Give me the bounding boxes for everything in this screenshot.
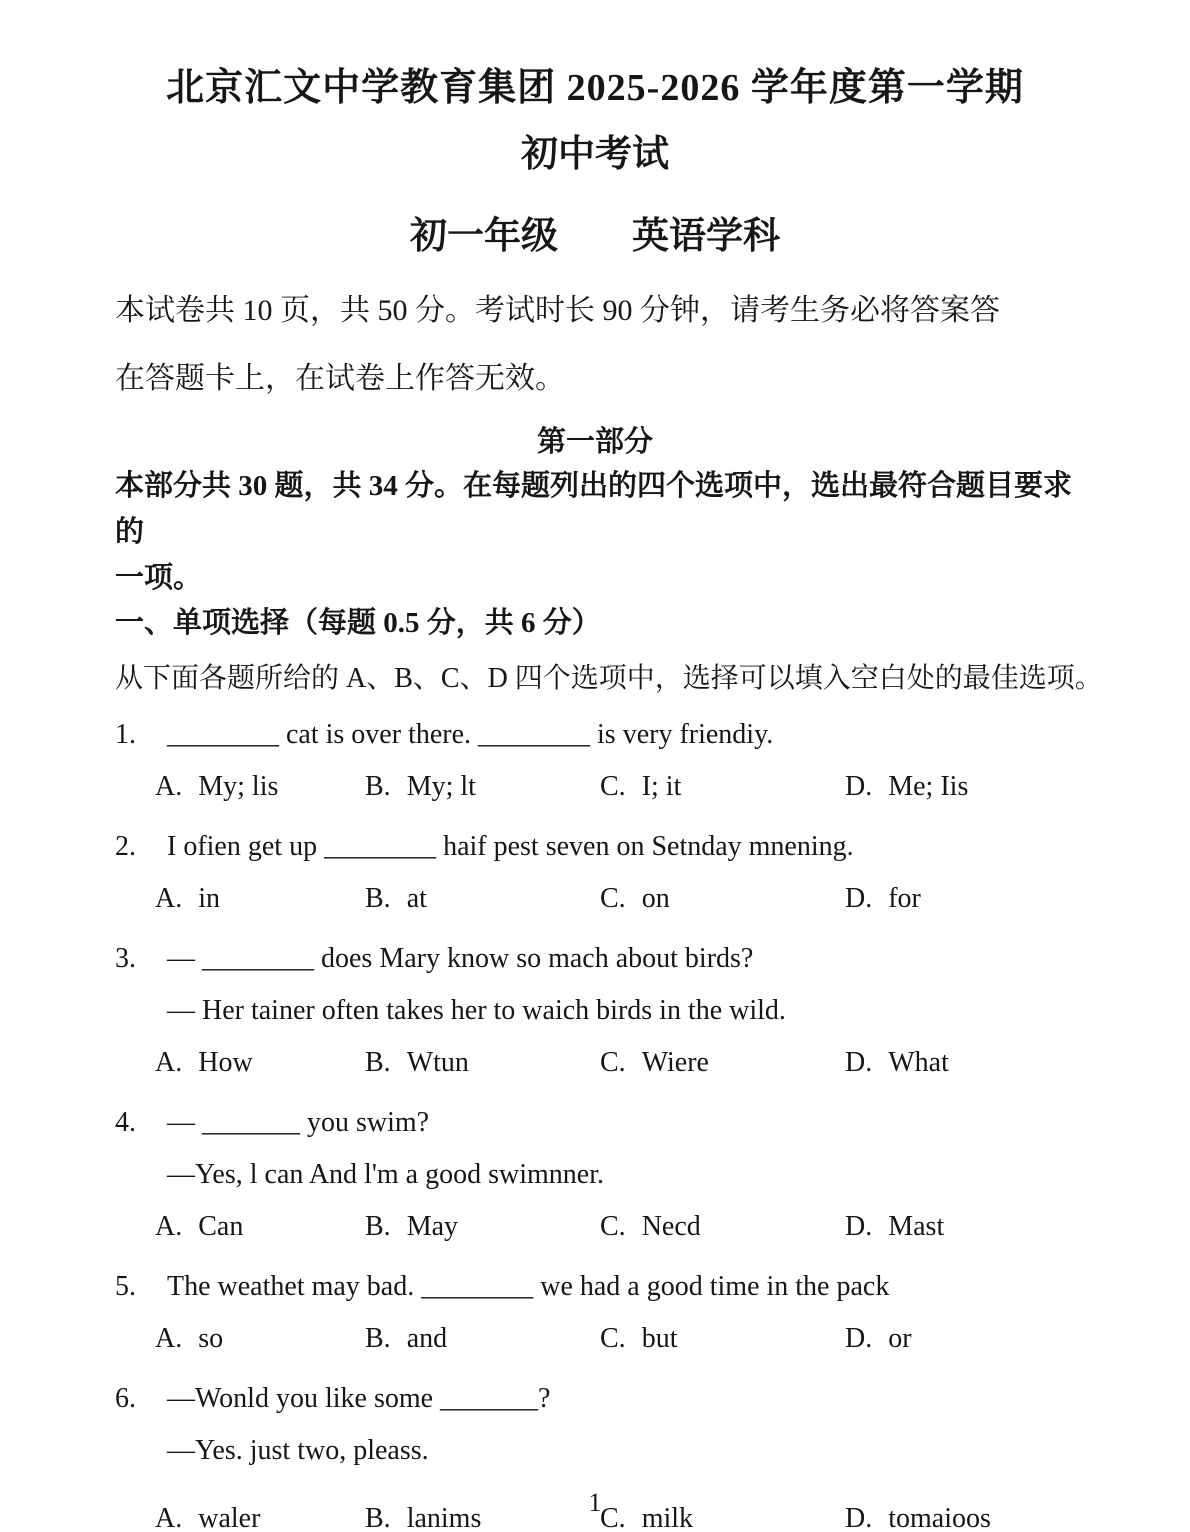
option-a: [155, 761, 278, 813]
page-number: 1: [588, 1488, 602, 1517]
option-d-label: D.: [845, 771, 873, 802]
option-a-label: A.: [155, 771, 183, 802]
option-a-label: A.: [155, 1211, 183, 1242]
option-b-text: at: [406, 883, 427, 914]
part1-description-line2: 一项。: [115, 562, 203, 594]
question-6-stem-row: [115, 1373, 1130, 1425]
exam-instructions-line1: 本试卷共 10 页，共 50 分。考试时长 90 分钟，请考生务必将答案答: [115, 294, 1000, 327]
question-stem: — _______ you swim?: [167, 1107, 430, 1138]
section1-description: 从下面各题所给的 A、B、C、D 四个选项中，选择可以填入空白处的最佳选项。: [115, 663, 1103, 694]
option-b-label: B.: [365, 883, 391, 914]
option-c-text: Necd: [641, 1211, 701, 1242]
option-c-label: C.: [600, 1323, 626, 1354]
option-c-text: on: [641, 883, 670, 914]
option-b: [365, 1037, 469, 1089]
option-b-label: B.: [365, 1047, 391, 1078]
question-number: 5.: [115, 1271, 136, 1302]
question-number: 6.: [115, 1383, 136, 1414]
question-5-stem-row: [115, 1261, 1130, 1313]
exam-title-line1: 北京汇文中学教育集团 2025-2026 学年度第一学期: [166, 67, 1024, 109]
option-d-label: D.: [845, 1503, 873, 1532]
option-b: [365, 1313, 447, 1365]
option-c-text: Wiere: [641, 1047, 709, 1078]
option-a-text: waler: [198, 1503, 261, 1532]
option-d: [845, 873, 921, 925]
exam-instructions-line2: 在答题卡上，在试卷上作答无效。: [115, 362, 565, 395]
question-number: 1.: [115, 719, 136, 750]
option-b-text: May: [406, 1211, 459, 1242]
question-reply: — Her tainer often takes her to waich birds in the wild.: [167, 995, 786, 1026]
option-d-label: D.: [845, 883, 873, 914]
option-b-text: and: [406, 1323, 448, 1354]
option-a: [155, 1201, 243, 1253]
option-a-label: A.: [155, 1323, 183, 1354]
option-d: [845, 1037, 949, 1089]
option-c: [600, 761, 681, 813]
question-2: [115, 821, 1130, 925]
part1-description-line1: 本部分共 30 题，共 34 分。在每题列出的四个选项中，选出最符合题目要求的: [115, 470, 1073, 548]
question-stem: —Wonld you like some _______?: [167, 1383, 551, 1414]
option-c-label: C.: [600, 883, 626, 914]
option-d-text: What: [888, 1047, 949, 1078]
question-4-reply-row: [167, 1149, 1130, 1201]
option-d-text: for: [888, 883, 921, 914]
section1-heading: 一、单项选择（每题 0.5 分，共 6 分）: [115, 607, 601, 639]
option-c-text: I; it: [641, 771, 682, 802]
option-a-text: How: [198, 1047, 253, 1078]
part1-description: [115, 463, 1098, 601]
question-number: 4.: [115, 1107, 136, 1138]
option-b-text: My; lt: [406, 771, 476, 802]
option-a-text: so: [198, 1323, 224, 1354]
question-reply: —Yes, l can And l'm a good swimnner.: [167, 1159, 604, 1190]
option-c: [600, 873, 670, 925]
question-number: 2.: [115, 831, 136, 862]
exam-instructions: [115, 277, 1098, 413]
option-b-label: B.: [365, 771, 391, 802]
option-c: [600, 1201, 701, 1253]
question-3-stem-row: [115, 933, 1130, 985]
question-3-reply-row: [167, 985, 1130, 1037]
option-b: [365, 873, 427, 925]
option-d: [845, 761, 968, 813]
option-b-label: B.: [365, 1211, 391, 1242]
question-number: 3.: [115, 943, 136, 974]
option-b-label: B.: [365, 1503, 391, 1532]
question-4-options: [115, 1201, 1130, 1253]
question-1: [115, 709, 1130, 813]
question-5: [115, 1261, 1130, 1365]
option-c-label: C.: [600, 1047, 626, 1078]
option-c: [600, 1037, 709, 1089]
question-stem: ________ cat is over there. ________ is very friendiy.: [167, 719, 774, 750]
option-c-label: C.: [600, 771, 626, 802]
question-stem: I ofien get up ________ haif pest seven on Setnday mnening.: [167, 831, 854, 862]
question-1-options: [115, 761, 1130, 813]
question-stem: The weathet may bad. ________ we had a good time in the pack: [167, 1271, 890, 1302]
option-d-text: Mast: [888, 1211, 945, 1242]
question-3: [115, 933, 1130, 1089]
question-list: [115, 709, 1130, 1532]
question-2-stem-row: [115, 821, 1130, 873]
option-c-text: but: [641, 1323, 678, 1354]
option-b-text: lanims: [406, 1503, 482, 1532]
option-d: [845, 1313, 912, 1365]
question-stem: — ________ does Mary know so mach about birds?: [167, 943, 754, 974]
question-1-stem-row: [115, 709, 1130, 761]
exam-title-line3: 初一年级 英语学科: [410, 216, 780, 257]
exam-title-line2: 初中考试: [521, 134, 669, 175]
option-c-label: C.: [600, 1211, 626, 1242]
option-a-label: A.: [155, 1503, 183, 1532]
question-4-stem-row: [115, 1097, 1130, 1149]
option-d-text: or: [888, 1323, 912, 1354]
question-4: [115, 1097, 1130, 1253]
option-c-label: C.: [600, 1503, 626, 1532]
option-a-text: Can: [198, 1211, 244, 1242]
question-2-options: [115, 873, 1130, 925]
option-a: [155, 873, 220, 925]
option-d-label: D.: [845, 1323, 873, 1354]
option-c: [600, 1313, 677, 1365]
option-d-label: D.: [845, 1211, 873, 1242]
question-5-options: [115, 1313, 1130, 1365]
option-b: [365, 761, 476, 813]
option-a: [155, 1037, 253, 1089]
option-d-label: D.: [845, 1047, 873, 1078]
option-a-label: A.: [155, 1047, 183, 1078]
option-a: [155, 1313, 223, 1365]
option-a-text: My; lis: [198, 771, 279, 802]
option-b: [365, 1201, 458, 1253]
option-d-text: Me; Iis: [888, 771, 969, 802]
question-3-options: [115, 1037, 1130, 1089]
option-b-label: B.: [365, 1323, 391, 1354]
question-reply: —Yes. just two, pleass.: [167, 1435, 429, 1466]
option-b-text: Wtun: [406, 1047, 469, 1078]
question-6-reply-row: [167, 1425, 1130, 1477]
option-a-text: in: [198, 883, 221, 914]
option-a-label: A.: [155, 883, 183, 914]
option-d: [845, 1201, 944, 1253]
option-d-text: tomaioos: [888, 1503, 991, 1532]
part1-heading: 第一部分: [536, 426, 653, 458]
option-c-text: milk: [641, 1503, 694, 1532]
